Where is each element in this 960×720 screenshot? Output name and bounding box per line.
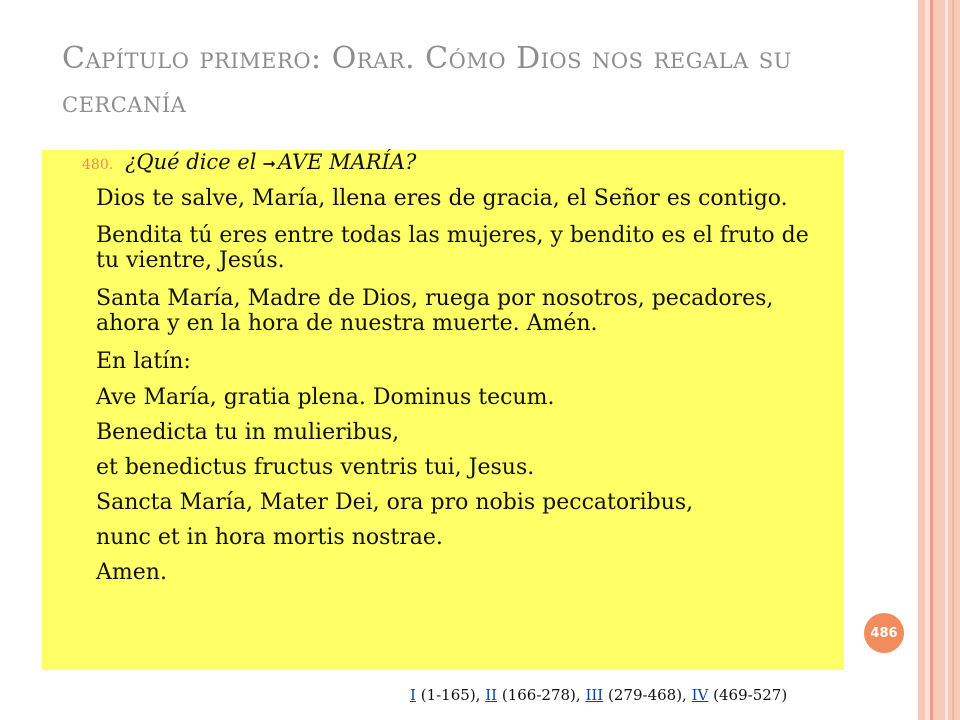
- question-subject: AVE MARÍA?: [277, 150, 417, 174]
- decor-stripe: [952, 0, 954, 720]
- prayer-line: et benedictus fructus ventris tui, Jesus.: [96, 455, 535, 480]
- prayer-line: nunc et in hora mortis nostrae.: [96, 525, 443, 550]
- prayer-line: Bendita tú eres entre todas las mujeres, y bendito es el fruto de tu vientre, Jesús.: [96, 223, 809, 273]
- prayer-line: Benedicta tu in mulieribus,: [96, 420, 400, 445]
- prayer-line: Amen.: [96, 560, 167, 585]
- arrow-icon: ➞: [262, 154, 276, 173]
- prayer-line: Dios te salve, María, llena eres de gracia, el Señor es contigo.: [96, 186, 788, 211]
- prayer-line: Sancta María, Mater Dei, ora pro nobis peccatoribus,: [96, 490, 694, 515]
- prayer-line: En latín:: [96, 349, 191, 374]
- page-number-badge: 486: [864, 613, 904, 653]
- range-part-ii: (166-278),: [501, 686, 581, 704]
- question-prefix: ¿Qué dice el: [125, 150, 257, 174]
- prayer-line: Santa María, Madre de Dios, ruega por nosotros, pecadores, ahora y en la hora de nuestra muerte. Amén.: [96, 286, 774, 336]
- link-part-iii[interactable]: III: [585, 686, 604, 704]
- range-part-i: (1-165),: [420, 686, 481, 704]
- prayer-text: [96, 186, 836, 585]
- link-part-i[interactable]: I: [410, 686, 416, 704]
- range-part-iii: (279-468),: [608, 686, 687, 704]
- footer-nav: [410, 686, 787, 704]
- link-part-ii[interactable]: II: [485, 686, 498, 704]
- question-number: 480.: [82, 157, 114, 173]
- question-line: [82, 150, 416, 180]
- decor-stripe: [918, 0, 925, 720]
- link-part-iv[interactable]: IV: [691, 686, 709, 704]
- slide-title: Capítulo primero: Orar. Cómo Dios nos regala su cercanía: [62, 41, 792, 120]
- range-part-iv: (469-527): [713, 686, 788, 704]
- prayer-line: Ave María, gratia plena. Dominus tecum.: [96, 385, 555, 410]
- decor-stripe: [945, 0, 948, 720]
- content-box: [42, 150, 844, 670]
